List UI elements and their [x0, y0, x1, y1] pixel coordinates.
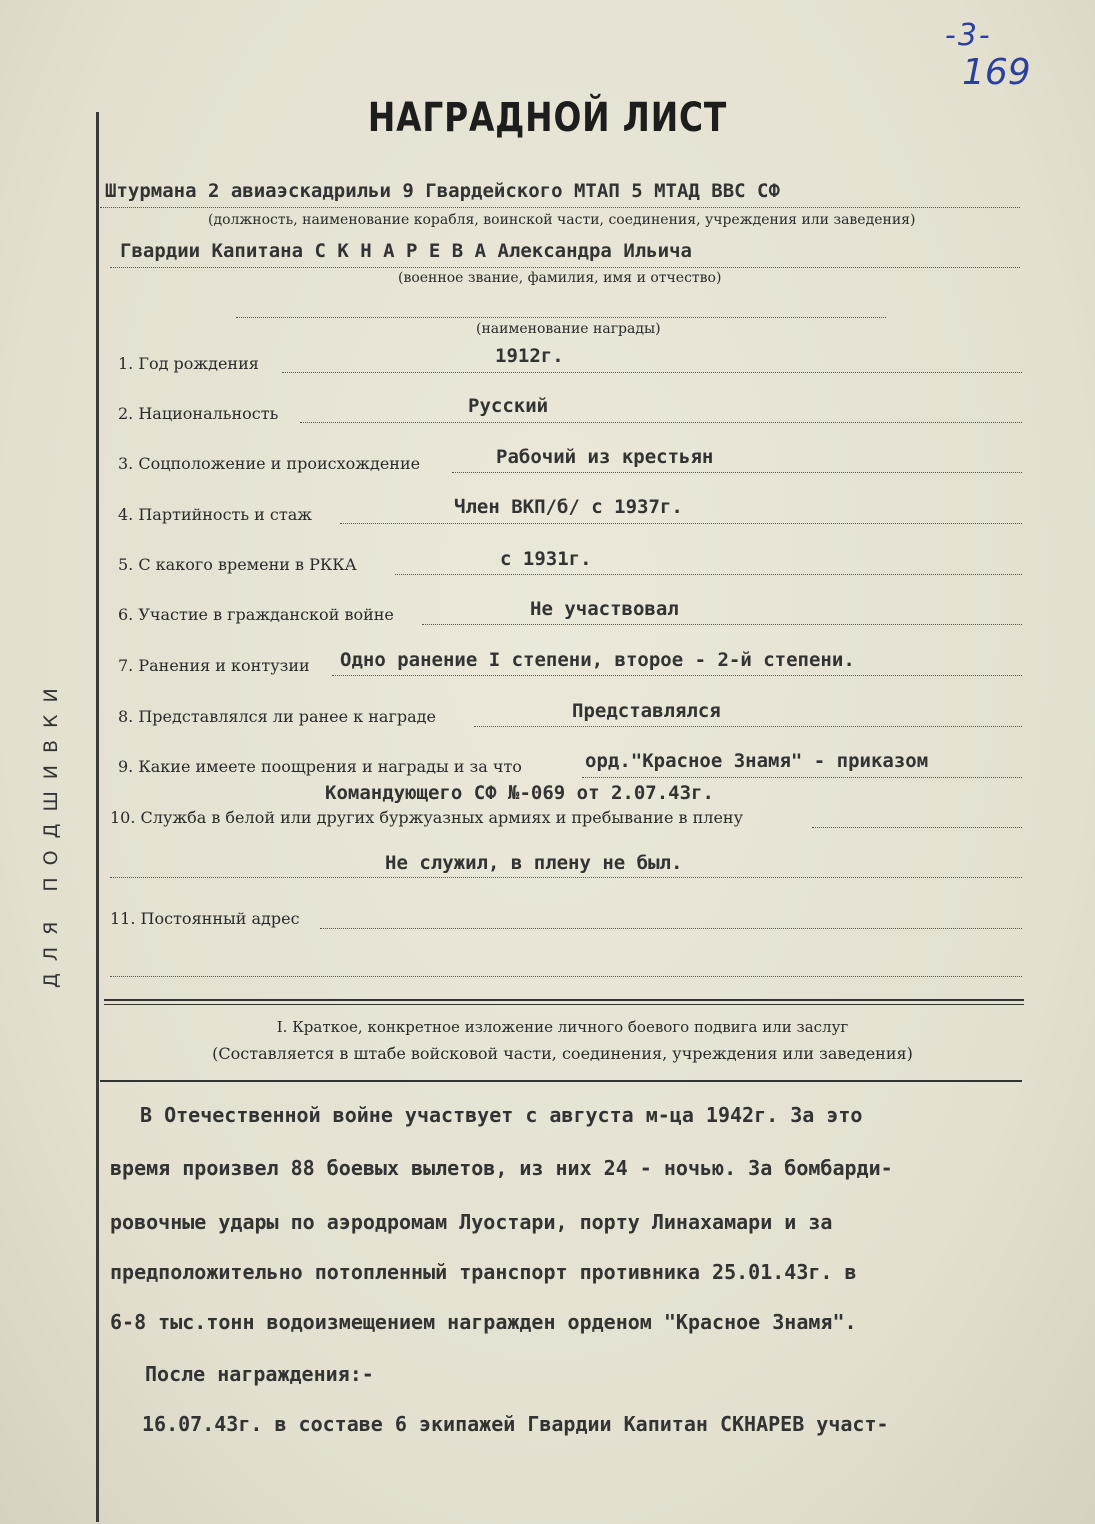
- name-caption: (военное звание, фамилия, имя и отчество): [398, 270, 722, 286]
- field-label-birth-year: 1. Год рождения: [118, 354, 259, 373]
- field-rule-white-army-2: [110, 877, 1022, 878]
- body-line: 6-8 тыс.тонн водоизмещением награжден орденом "Красное Знамя".: [110, 1310, 857, 1334]
- body-line: время произвел 88 боевых вылетов, из них 24 - ночью. За бомбарди-: [110, 1156, 893, 1180]
- field-value-previous-award: Представлялся: [572, 700, 721, 722]
- field-label-address: 11. Постоянный адрес: [110, 909, 300, 928]
- field-rule-nationality: [300, 422, 1022, 423]
- field-rule-rkka-since: [395, 574, 1022, 575]
- field-rule-social-origin: [452, 472, 1022, 473]
- binding-note-text: ДЛЯ ПОДШИВКИ: [40, 676, 62, 988]
- body-line: ровочные удары по аэродромам Луостари, порту Линахамари и за: [110, 1210, 833, 1234]
- field-rule-civil-war: [422, 624, 1022, 625]
- position-line-rule: [100, 207, 1020, 208]
- field-value-awards: орд."Красное Знамя" - приказом: [585, 750, 929, 772]
- field-value-social-origin: Рабочий из крестьян: [496, 446, 714, 468]
- field-value-civil-war: Не участвовал: [530, 598, 679, 620]
- award-caption: (наименование награды): [476, 321, 661, 337]
- field-label-white-army: 10. Служба в белой или других буржуазных армиях и пребывание в плену: [110, 808, 743, 827]
- name-line-rule: [110, 267, 1020, 268]
- field-rule-awards: [582, 777, 1022, 778]
- field-rule-birth-year: [282, 372, 1022, 373]
- section-heading: I. Краткое, конкретное изложение личного боевого подвига или заслуг: [276, 1018, 849, 1036]
- field-label-previous-award: 8. Представлялся ли ранее к награде: [118, 707, 436, 726]
- field-value-awards-cont: Командующего СФ №-069 от 2.07.43г.: [325, 782, 714, 804]
- field-value-wounds: Одно ранение I степени, второе - 2-й степени.: [340, 649, 855, 671]
- field-rule-party: [340, 523, 1022, 524]
- position-value: Штурмана 2 авиаэскадрильи 9 Гвардейского МТАП 5 МТАД ВВС СФ: [105, 180, 780, 202]
- body-line: 16.07.43г. в составе 6 экипажей Гвардии Капитан СКНАРЕВ участ-: [142, 1412, 889, 1436]
- field-value-white-army: Не служил, в плену не был.: [385, 852, 683, 874]
- field-label-wounds: 7. Ранения и контузии: [118, 656, 310, 675]
- body-line: предположительно потопленный транспорт противника 25.01.43г. в: [110, 1260, 857, 1284]
- field-rule-address-2: [110, 976, 1022, 977]
- binding-note: [30, 593, 120, 993]
- section-top-rule-1: [104, 999, 1024, 1001]
- name-value: Гвардии Капитана С К Н А Р Е В А Александра Ильича: [120, 240, 692, 262]
- field-value-birth-year: 1912г.: [495, 345, 564, 367]
- field-label-nationality: 2. Национальность: [118, 404, 279, 423]
- section-subheading: (Составляется в штабе войсковой части, соединения, учреждения или заведения): [212, 1044, 913, 1063]
- body-line: После награждения:-: [145, 1362, 374, 1386]
- section-bottom-rule: [100, 1080, 1022, 1082]
- body-line: В Отечественной войне участвует с августа м-ца 1942г. За это: [140, 1103, 863, 1127]
- document-title: НАГРАДНОЙ ЛИСТ: [367, 95, 728, 141]
- field-rule-address: [320, 928, 1022, 929]
- section-top-rule-2: [104, 1004, 1024, 1005]
- field-label-social-origin: 3. Соцположение и происхождение: [118, 454, 421, 473]
- field-value-party: Член ВКП/б/ с 1937г.: [454, 496, 683, 518]
- field-label-party: 4. Партийность и стаж: [118, 505, 312, 524]
- field-rule-wounds: [332, 675, 1022, 676]
- position-caption: (должность, наименование корабля, воинской части, соединения, учреждения или заведения): [208, 212, 916, 228]
- award-line-rule: [236, 317, 886, 318]
- field-value-rkka-since: с 1931г.: [500, 548, 592, 570]
- archive-number-top: -3-: [945, 18, 992, 53]
- field-label-rkka-since: 5. С какого времени в РККА: [118, 555, 357, 574]
- archive-number-bottom: 169: [962, 52, 1031, 93]
- field-rule-previous-award: [474, 726, 1022, 727]
- field-label-civil-war: 6. Участие в гражданской войне: [118, 605, 394, 624]
- field-label-awards: 9. Какие имеете поощрения и награды и за что: [118, 757, 522, 776]
- field-value-nationality: Русский: [468, 395, 549, 417]
- field-rule-white-army: [812, 827, 1022, 828]
